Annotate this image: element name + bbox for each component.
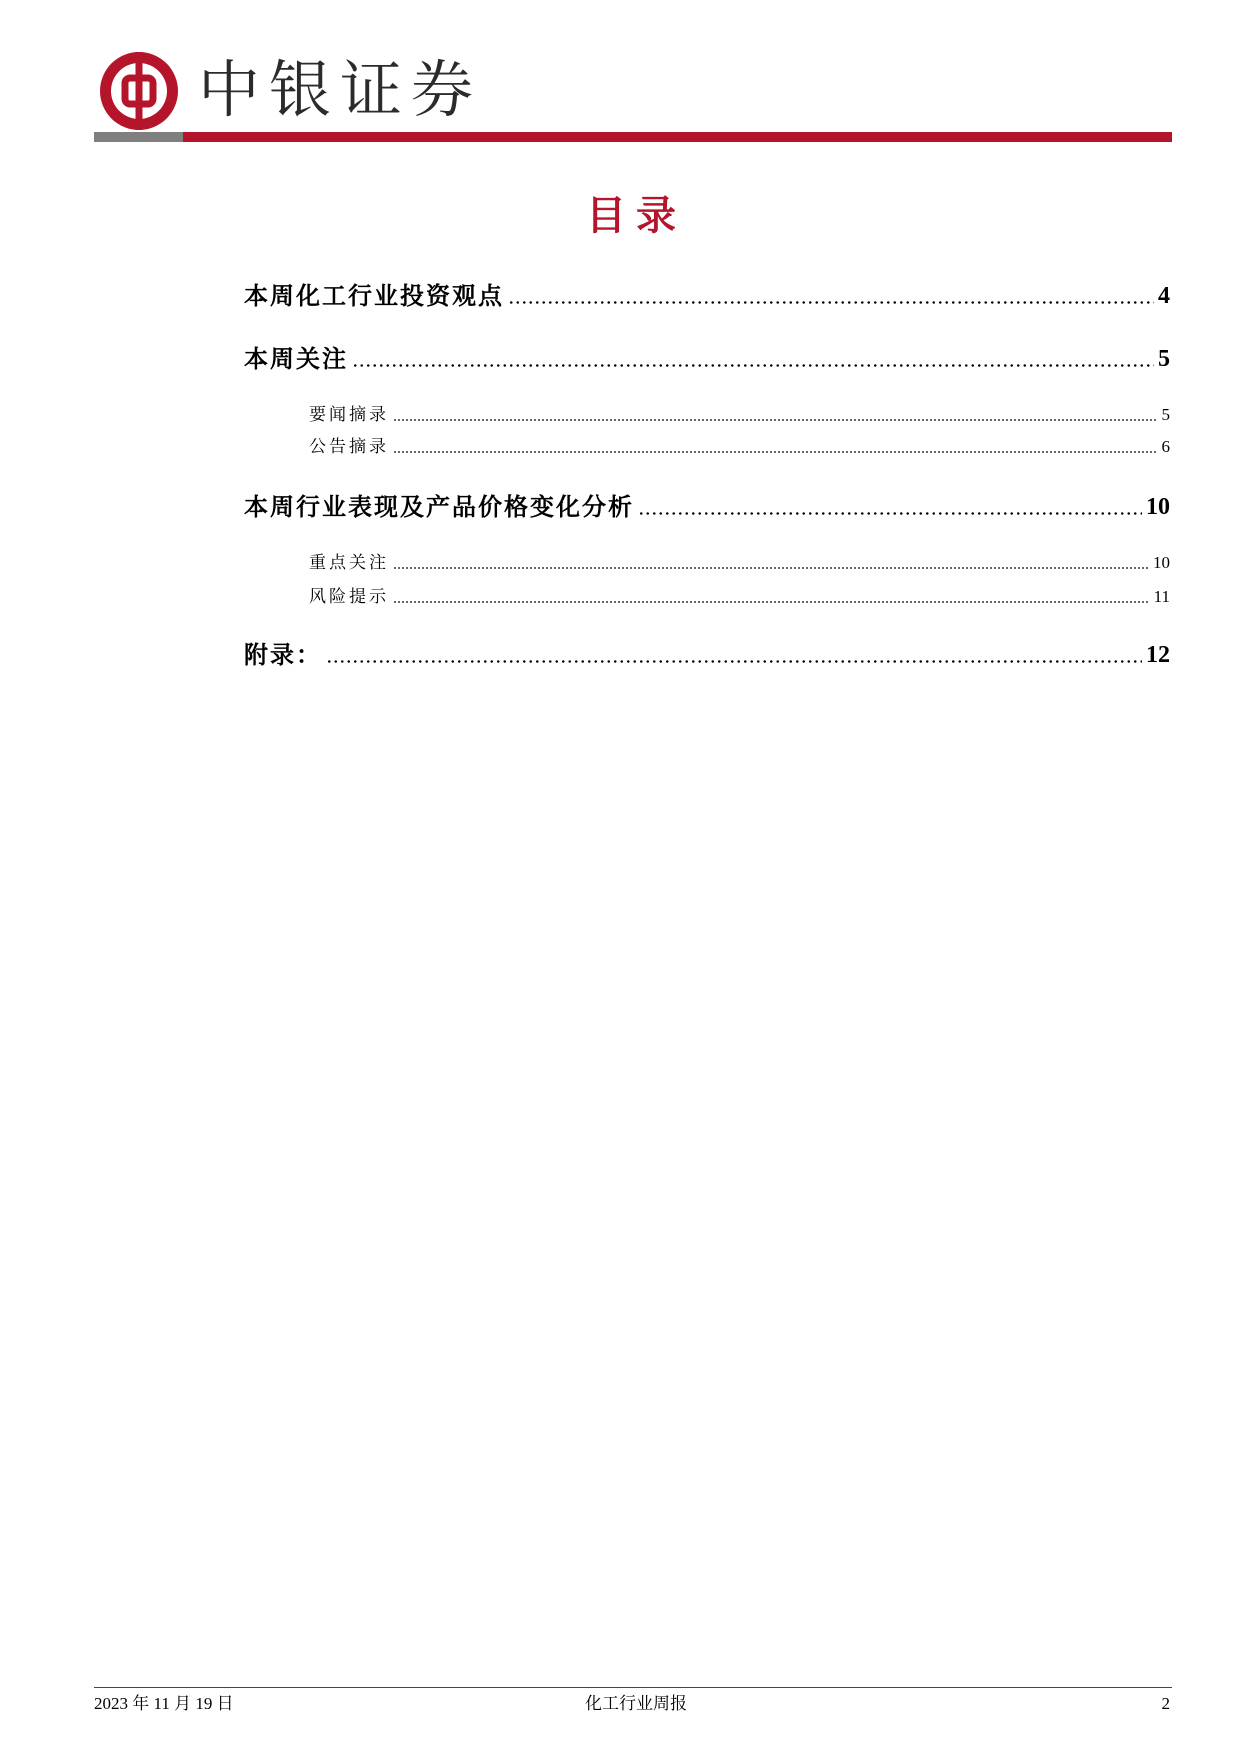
dot-leader (393, 601, 1150, 603)
toc-subentry-page: 11 (1153, 587, 1170, 606)
toc-subentry-label: 公告摘录 (309, 437, 389, 457)
toc-entry-industry-performance[interactable] (244, 491, 1170, 523)
toc-entry-label: 本周行业表现及产品价格变化分析 (244, 493, 634, 521)
toc-subentry-page: 6 (1161, 437, 1170, 456)
footer-page-number: 2 (1161, 1694, 1170, 1713)
toc-subentry-label: 风险提示 (309, 587, 389, 607)
toc-entry-page: 10 (1146, 494, 1170, 520)
dot-leader (393, 451, 1158, 453)
header-bar-red (183, 132, 1172, 142)
footer-date: 2023 年 11 月 19 日 (94, 1694, 234, 1713)
toc-subentry-news-digest[interactable] (309, 403, 1170, 427)
dot-leader (393, 567, 1149, 569)
header-bar-grey (94, 132, 183, 142)
toc-entry-investment-view[interactable] (244, 280, 1170, 312)
toc-subentry-key-focus[interactable] (309, 551, 1170, 575)
toc-entry-label: 本周化工行业投资观点 (244, 282, 504, 310)
toc-entry-page: 4 (1158, 283, 1170, 309)
toc-entry-label: 附录： (244, 641, 322, 669)
footer-divider (94, 1687, 1172, 1688)
toc-entry-page: 5 (1158, 346, 1170, 372)
toc-entry-page: 12 (1146, 642, 1170, 668)
company-logo-icon (98, 50, 180, 132)
toc-title: 目录 (586, 193, 686, 239)
dot-leader (638, 512, 1142, 515)
toc-subentry-page: 5 (1161, 405, 1170, 424)
dot-leader (352, 364, 1154, 367)
brand-name: 中银证券 (198, 53, 483, 126)
toc-entry-appendix[interactable] (244, 639, 1170, 671)
footer-report-name: 化工行业周报 (585, 1694, 687, 1714)
toc-subentry-label: 重点关注 (309, 553, 389, 573)
dot-leader (508, 301, 1154, 304)
dot-leader (393, 419, 1158, 421)
toc-subentry-risk-warning[interactable] (309, 585, 1170, 609)
dot-leader (326, 660, 1142, 663)
toc-subentry-page: 10 (1153, 553, 1170, 572)
toc-entry-label: 本周关注 (244, 345, 348, 373)
toc-subentry-announcement-digest[interactable] (309, 435, 1170, 459)
toc-subentry-label: 要闻摘录 (309, 405, 389, 425)
toc-entry-weekly-focus[interactable] (244, 343, 1170, 375)
